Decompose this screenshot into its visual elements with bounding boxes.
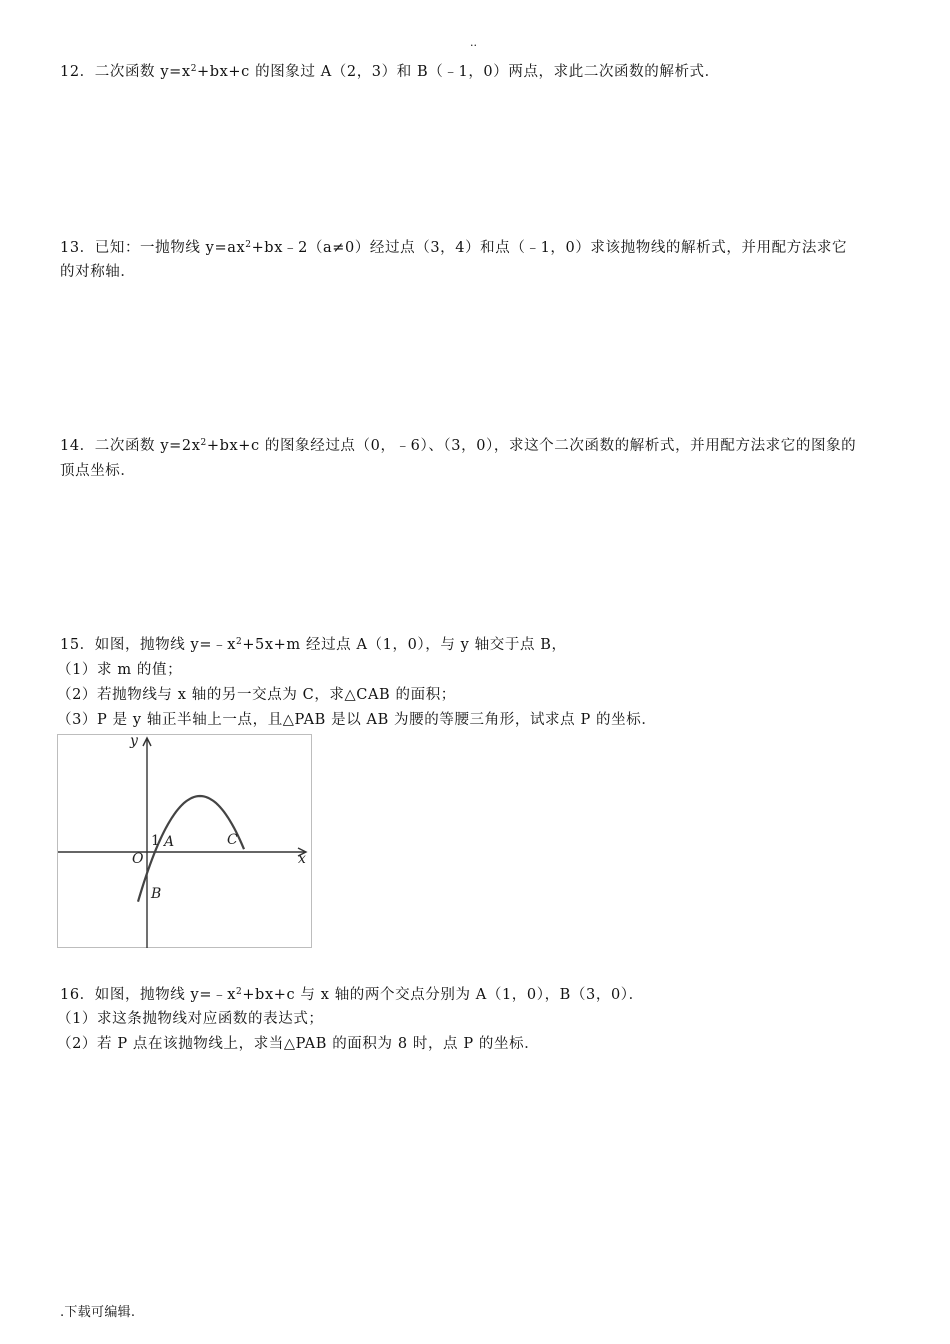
q14-text-a: 14．二次函数 y=2x [60, 438, 201, 454]
q13-text-a: 13．已知：一抛物线 y=ax [60, 240, 246, 256]
tick-one-label: 1 [151, 833, 160, 849]
q13-superscript: 2 [245, 240, 252, 250]
question-12 [60, 62, 720, 82]
question-13-line-2: 的对称轴． [60, 264, 136, 280]
question-15-part-3: （3）P 是 y 轴正半轴上一点，且△PAB 是以 AB 为腰的等腰三角形，试求点 P 的坐标． [57, 712, 657, 728]
point-b-label: B [151, 886, 162, 902]
y-axis-label: y [130, 733, 138, 749]
parabola-figure [57, 734, 312, 948]
question-15-part-2: （2）若抛物线与 x 轴的另一交点为 C，求△CAB 的面积； [57, 687, 456, 703]
q16-text-b: +bx+c 与 x 轴的两个交点分别为 A（1，0），B（3，0）． [242, 987, 644, 1003]
question-14-line-1 [60, 436, 856, 456]
q16-text-a: 16．如图，抛物线 y=﹣x [60, 987, 236, 1003]
question-13-line-1 [60, 238, 847, 258]
question-14-line-2: 顶点坐标． [60, 463, 136, 479]
question-16-line-1 [60, 985, 644, 1005]
x-axis-label: x [298, 851, 306, 867]
question-16-part-2: （2）若 P 点在该抛物线上，求当△PAB 的面积为 8 时，点 P 的坐标． [57, 1036, 540, 1052]
q16-superscript: 2 [235, 987, 243, 997]
parabola-figure-drawing [58, 735, 313, 949]
origin-label: O [132, 851, 144, 867]
q13-text-b: +bx﹣2（a≠0）经过点（3，4）和点（﹣1，0）求该抛物线的解析式，并用配方法求它 [251, 240, 848, 256]
q12-superscript: 2 [190, 64, 198, 74]
question-15-line-1 [60, 635, 567, 655]
q15-superscript: 2 [235, 637, 243, 647]
point-a-label: A [164, 834, 175, 850]
q15-text-a: 15．如图，抛物线 y=﹣x [60, 637, 236, 653]
q15-text-b: +5x+m 经过点 A（1，0），与 y 轴交于点 B， [242, 637, 567, 653]
q14-superscript: 2 [200, 438, 207, 448]
header-mark: .. [470, 36, 477, 49]
q12-text-b: +bx+c 的图象过 A（2，3）和 B（﹣1，0）两点，求此二次函数的解析式． [197, 64, 720, 80]
point-c-label: C [227, 832, 238, 848]
question-16-part-1: （1）求这条抛物线对应函数的表达式； [57, 1011, 324, 1027]
q12-text-a: 12．二次函数 y=x [60, 64, 191, 80]
question-15-part-1: （1）求 m 的值； [57, 662, 183, 678]
q14-text-b: +bx+c 的图象经过点（0，﹣6）、（3，0），求这个二次函数的解析式，并用配方法求它的图象的 [206, 438, 857, 454]
footer-note: .下载可编辑. [60, 1305, 136, 1320]
